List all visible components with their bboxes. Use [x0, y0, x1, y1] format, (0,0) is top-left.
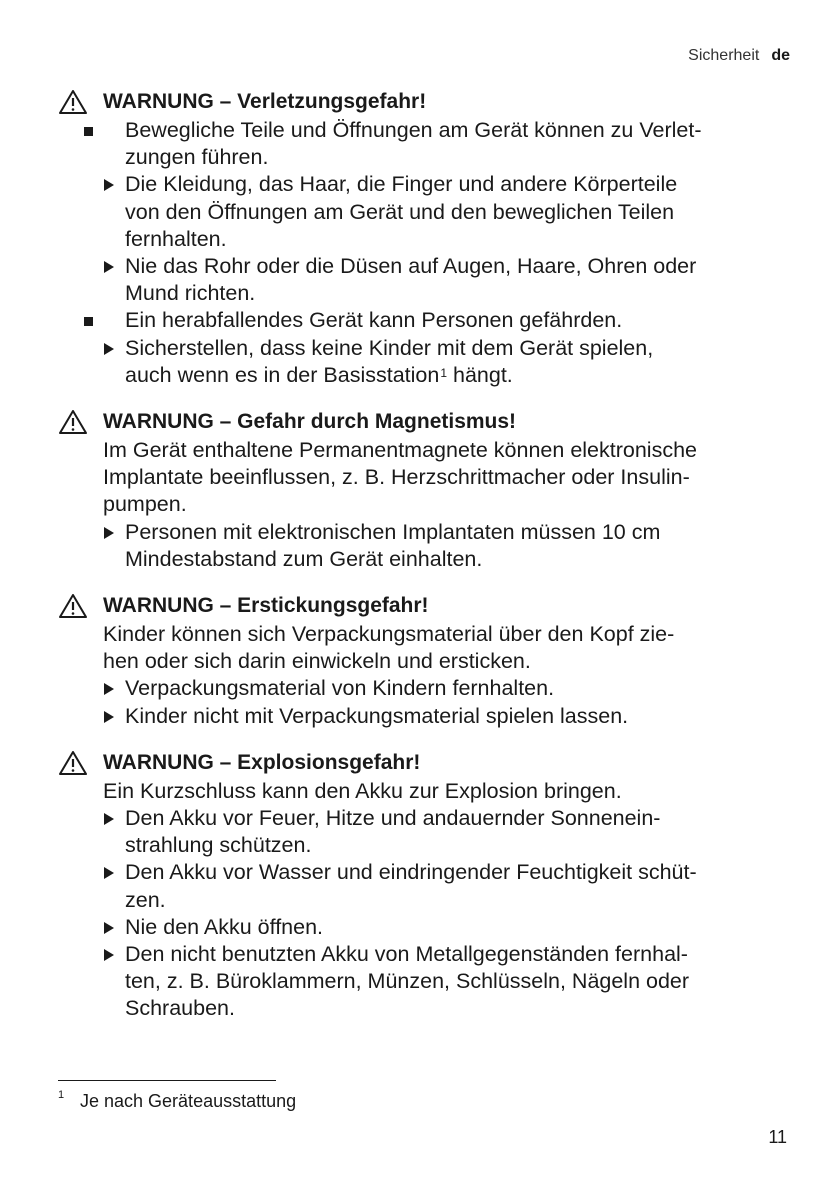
bullet-item: [58, 307, 798, 334]
action-step: [58, 253, 798, 280]
line-text: Die Kleidung, das Haar, die Finger und andere Körperteile: [125, 172, 678, 197]
warning-title: WARNUNG – Explosionsgefahr!: [103, 750, 421, 774]
line-text: fernhalten.: [125, 226, 227, 251]
footnote-reference: 1: [440, 365, 448, 380]
warning-text-line: [58, 778, 798, 805]
page-header: [688, 47, 790, 65]
line-text: Nie den Akku öffnen.: [125, 914, 324, 939]
footnote: [58, 1091, 296, 1112]
action-step-continuation: [58, 362, 798, 389]
action-arrow-icon: [104, 922, 114, 934]
action-step: [58, 859, 798, 886]
action-step: [58, 703, 798, 730]
action-step: [58, 805, 798, 832]
action-arrow-icon: [104, 683, 114, 695]
action-step: [58, 171, 798, 198]
line-text: Personen mit elektronischen Implantaten müssen 10 cm: [125, 519, 661, 544]
line-text: Ein herabfallendes Gerät kann Personen gefährden.: [125, 308, 623, 333]
line-text: Mund richten.: [125, 281, 256, 306]
action-step: [58, 519, 798, 546]
line-text: Implantate beeinflussen, z. B. Herzschrittmacher oder Insulin-: [103, 465, 690, 490]
warning-text-line: [58, 437, 798, 464]
line-text: Mindestabstand zum Gerät einhalten.: [125, 546, 483, 571]
warning-title-row: [58, 87, 798, 117]
action-step-continuation: [58, 968, 798, 995]
action-step-continuation: [58, 887, 798, 914]
line-text: Ein Kurzschluss kann den Akku zur Explosion bringen.: [103, 778, 622, 803]
action-step-continuation: [58, 199, 798, 226]
line-text: Sicherstellen, dass keine Kinder mit dem Gerät spielen,: [125, 335, 654, 360]
warning-block: [58, 87, 798, 389]
line-text: Den nicht benutzten Akku von Metallgegenständen fernhal-: [125, 942, 688, 967]
action-step-continuation: [58, 226, 798, 253]
line-text: auch wenn es in der Basisstation: [125, 362, 440, 387]
warning-triangle-icon: [58, 409, 88, 435]
bullet-item-continuation: [58, 144, 798, 171]
footnote-mark: 1: [58, 1089, 65, 1101]
line-text: Den Akku vor Wasser und eindringender Feuchtigkeit schüt-: [125, 860, 697, 885]
line-text: Schrauben.: [125, 996, 235, 1021]
line-text: zen.: [125, 887, 166, 912]
warning-text-line: [58, 491, 798, 518]
action-step-continuation: [58, 995, 798, 1022]
action-arrow-icon: [104, 527, 114, 539]
warning-title: WARNUNG – Verletzungsgefahr!: [103, 90, 427, 113]
warning-triangle-icon: [58, 593, 88, 619]
line-text: zungen führen.: [125, 145, 269, 170]
warning-triangle-icon: [58, 89, 88, 115]
action-step: [58, 941, 798, 968]
warning-title-row: [58, 591, 798, 621]
warning-text-line: [58, 464, 798, 491]
square-bullet-icon: [84, 317, 93, 326]
action-step-continuation: [58, 832, 798, 859]
line-text: Im Gerät enthaltene Permanentmagnete können elektronische: [103, 438, 698, 463]
warning-title: WARNUNG – Erstickungsgefahr!: [103, 594, 429, 618]
page-number: 11: [768, 1127, 787, 1147]
action-arrow-icon: [104, 711, 114, 723]
safety-content: [58, 87, 798, 1023]
line-text: Bewegliche Teile und Öffnungen am Gerät können zu Verlet-: [125, 118, 702, 142]
warning-title: WARNUNG – Gefahr durch Magnetismus!: [103, 410, 517, 434]
square-bullet-icon: [84, 127, 93, 136]
action-arrow-icon: [104, 179, 114, 191]
action-arrow-icon: [104, 261, 114, 273]
warning-triangle-icon: [58, 750, 88, 776]
line-text: ten, z. B. Büroklammern, Münzen, Schlüsseln, Nägeln oder: [125, 969, 690, 994]
action-arrow-icon: [104, 949, 114, 961]
action-arrow-icon: [104, 813, 114, 825]
line-text: Den Akku vor Feuer, Hitze und andauernder Sonnenein-: [125, 806, 661, 831]
warning-title-row: [58, 407, 798, 437]
warning-block: [58, 748, 798, 1023]
footnote-divider: [58, 1080, 276, 1081]
action-step: [58, 675, 798, 702]
section-name: Sicherheit: [688, 47, 760, 64]
line-text: Kinder können sich Verpackungsmaterial über den Kopf zie-: [103, 622, 675, 647]
warning-text-line: [58, 648, 798, 675]
action-arrow-icon: [104, 343, 114, 355]
action-arrow-icon: [104, 867, 114, 879]
line-text: Kinder nicht mit Verpackungsmaterial spielen lassen.: [125, 703, 629, 728]
warning-title-row: [58, 748, 798, 778]
line-text: Nie das Rohr oder die Düsen auf Augen, Haare, Ohren oder: [125, 254, 697, 279]
warning-block: [58, 407, 798, 573]
language-code: de: [771, 47, 790, 64]
warning-block: [58, 591, 798, 730]
line-text: Verpackungsmaterial von Kindern fernhalten.: [125, 676, 555, 701]
line-text: von den Öffnungen am Gerät und den beweglichen Teilen: [125, 199, 675, 224]
action-step: [58, 335, 798, 362]
bullet-item: [58, 117, 798, 144]
line-text: hängt.: [447, 362, 513, 387]
action-step: [58, 914, 798, 941]
action-step-continuation: [58, 280, 798, 307]
warning-text-line: [58, 621, 798, 648]
line-text: strahlung schützen.: [125, 833, 312, 858]
action-step-continuation: [58, 546, 798, 573]
line-text: pumpen.: [103, 492, 187, 517]
line-text: hen oder sich darin einwickeln und ersticken.: [103, 649, 531, 674]
footnote-text: Je nach Geräteausstattung: [80, 1091, 297, 1111]
